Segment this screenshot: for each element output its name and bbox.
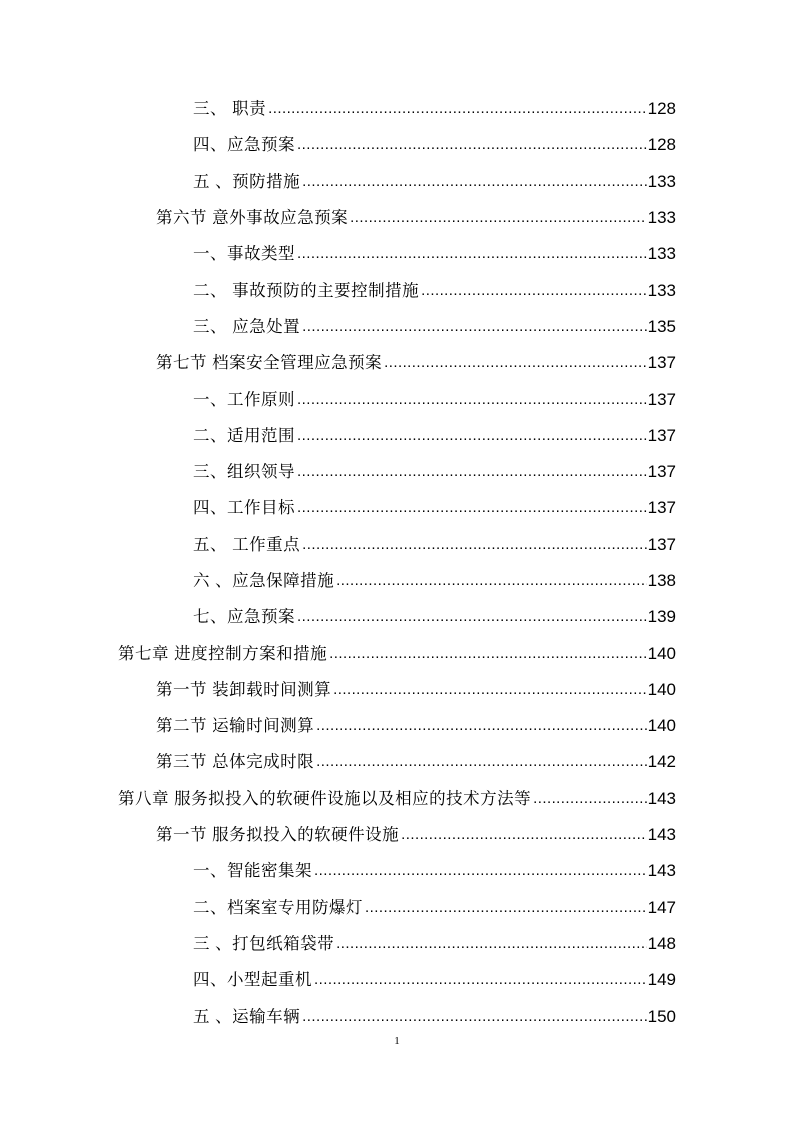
- table-of-contents: [0, 91, 794, 1035]
- toc-section-entry[interactable]: [0, 708, 794, 744]
- toc-entry-page: 142: [647, 752, 676, 772]
- toc-entry[interactable]: [0, 127, 794, 163]
- toc-dot-leader: [297, 462, 647, 482]
- toc-entry-title: 七、应急预案: [193, 608, 295, 627]
- toc-dot-leader: [421, 281, 647, 301]
- toc-entry-title: 五、 工作重点: [193, 535, 301, 554]
- toc-section-entry[interactable]: [0, 817, 794, 853]
- toc-dot-leader: [329, 644, 647, 664]
- toc-entry-page: 140: [647, 716, 676, 736]
- toc-entry-page: 149: [647, 970, 676, 990]
- toc-entry-page: 133: [647, 208, 676, 228]
- toc-entry-title: 四、工作目标: [193, 499, 295, 518]
- toc-dot-leader: [316, 716, 647, 736]
- toc-entry-title: 第一节 服务拟投入的软硬件设施: [156, 826, 400, 845]
- toc-entry-title: 第七节 档案安全管理应急预案: [156, 354, 383, 373]
- toc-entry-title: 一、智能密集架: [193, 862, 312, 881]
- toc-chapter-entry[interactable]: [0, 635, 794, 671]
- toc-entry-page: 128: [647, 99, 676, 119]
- toc-entry[interactable]: [0, 926, 794, 962]
- toc-entry-title: 第六节 意外事故应急预案: [156, 209, 349, 228]
- toc-entry[interactable]: [0, 381, 794, 417]
- toc-entry-title: 四、应急预案: [193, 136, 295, 155]
- toc-entry[interactable]: [0, 490, 794, 526]
- toc-dot-leader: [297, 498, 647, 518]
- toc-entry-page: 143: [647, 825, 676, 845]
- toc-entry-page: 139: [647, 607, 676, 627]
- toc-entry-page: 133: [647, 171, 676, 191]
- toc-entry-page: 135: [647, 316, 676, 336]
- toc-entry[interactable]: [0, 418, 794, 454]
- toc-entry-page: 137: [647, 498, 676, 518]
- toc-entry-page: 150: [647, 1006, 676, 1026]
- toc-dot-leader: [302, 172, 647, 192]
- toc-entry-title: 四、小型起重机: [193, 971, 312, 990]
- toc-entry-page: 133: [647, 244, 676, 264]
- toc-dot-leader: [302, 535, 647, 555]
- toc-entry[interactable]: [0, 164, 794, 200]
- toc-dot-leader: [268, 99, 647, 119]
- toc-entry-page: 148: [647, 933, 676, 953]
- toc-entry-title: 第七章 进度控制方案和措施: [118, 644, 328, 663]
- toc-entry-title: 六 、应急保障措施: [193, 572, 335, 590]
- toc-entry-title: 第二节 运输时间测算: [156, 717, 315, 736]
- toc-entry-page: 137: [647, 353, 676, 373]
- toc-dot-leader: [384, 353, 647, 373]
- toc-section-entry[interactable]: [0, 345, 794, 381]
- toc-entry-title: 五 、运输车辆: [193, 1007, 301, 1026]
- toc-entry[interactable]: [0, 563, 794, 599]
- toc-chapter-entry[interactable]: [0, 781, 794, 817]
- toc-entry-title: 第八章 服务拟投入的软硬件设施以及相应的技术方法等: [118, 789, 532, 808]
- toc-dot-leader: [302, 317, 647, 337]
- toc-dot-leader: [336, 934, 647, 954]
- toc-entry-page: 137: [647, 389, 676, 409]
- toc-entry-page: 137: [647, 425, 676, 445]
- toc-dot-leader: [401, 825, 647, 845]
- toc-dot-leader: [314, 861, 647, 881]
- toc-entry-page: 140: [647, 679, 676, 699]
- toc-section-entry[interactable]: [0, 672, 794, 708]
- toc-entry[interactable]: [0, 962, 794, 998]
- toc-entry-page: 138: [647, 571, 676, 590]
- toc-entry[interactable]: [0, 599, 794, 635]
- toc-entry-title: 五 、预防措施: [193, 172, 301, 191]
- toc-section-entry[interactable]: [0, 744, 794, 780]
- toc-entry-title: 三、组织领导: [193, 463, 295, 482]
- toc-entry-title: 三、 应急处置: [193, 317, 301, 336]
- toc-entry[interactable]: [0, 236, 794, 272]
- toc-dot-leader: [314, 970, 647, 990]
- toc-entry-title: 三 、打包纸箱袋带: [193, 934, 335, 953]
- toc-dot-leader: [297, 244, 647, 264]
- toc-dot-leader: [302, 1007, 647, 1027]
- toc-entry[interactable]: [0, 309, 794, 345]
- toc-entry-title: 第三节 总体完成时限: [156, 753, 315, 772]
- toc-dot-leader: [350, 208, 647, 228]
- toc-entry[interactable]: [0, 853, 794, 889]
- toc-entry-page: 143: [647, 788, 676, 808]
- toc-entry-title: 二、适用范围: [193, 426, 295, 445]
- toc-dot-leader: [297, 135, 647, 155]
- toc-entry-title: 三、 职责: [193, 100, 267, 119]
- toc-dot-leader: [336, 571, 647, 591]
- toc-entry-page: 133: [647, 280, 676, 300]
- toc-entry[interactable]: [0, 454, 794, 490]
- toc-dot-leader: [316, 752, 647, 772]
- toc-dot-leader: [297, 390, 647, 410]
- toc-entry-title: 一、工作原则: [193, 390, 295, 409]
- toc-entry-page: 137: [647, 534, 676, 554]
- toc-entry[interactable]: [0, 998, 794, 1034]
- toc-entry-page: 140: [647, 643, 676, 663]
- toc-entry[interactable]: [0, 527, 794, 563]
- toc-entry[interactable]: [0, 272, 794, 308]
- toc-dot-leader: [533, 789, 647, 809]
- toc-entry-title: 第一节 装卸载时间测算: [156, 680, 332, 699]
- toc-dot-leader: [297, 607, 647, 627]
- toc-dot-leader: [333, 680, 647, 700]
- toc-entry-title: 一、事故类型: [193, 245, 295, 264]
- toc-entry-page: 143: [647, 861, 676, 881]
- toc-entry-page: 147: [647, 897, 676, 917]
- toc-entry[interactable]: [0, 91, 794, 127]
- toc-dot-leader: [365, 898, 647, 918]
- toc-entry-page: 137: [647, 462, 676, 482]
- toc-entry-title: 二、 事故预防的主要控制措施: [193, 281, 420, 300]
- toc-entry-page: 128: [647, 135, 676, 155]
- toc-dot-leader: [297, 426, 647, 446]
- page-number: 1: [394, 1035, 400, 1047]
- toc-entry-title: 二、档案室专用防爆灯: [193, 898, 363, 917]
- toc-entry[interactable]: [0, 890, 794, 926]
- toc-section-entry[interactable]: [0, 200, 794, 236]
